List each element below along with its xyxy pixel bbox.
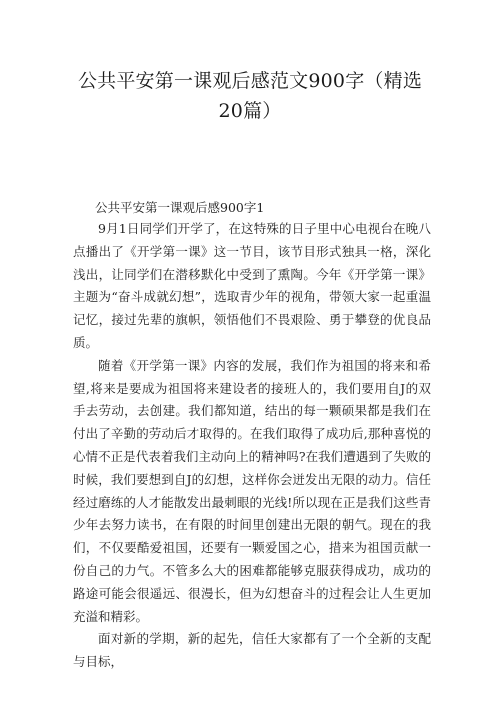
section-heading: 公共平安第一课观后感900字1 [95, 200, 265, 215]
body-paragraph: 9月1日同学们开学了，在这特殊的日子里中心电视台在晚八点播出了《开学第一课》这一节目，该节目形式独具一格，深化浅出，让同学们在潜移默化中受到了熏陶。今年《开学第一课》主题为“奋斗成就幻想”，选取青少年的视角，带领大家一起重温记忆，接过先辈的旗帜，领悟他们不畏艰险、勇于攀登的优良品质。 [73, 221, 431, 350]
body-paragraph: 面对新的学期，新的起先，信任大家都有了一个全新的支配与目标， [73, 631, 431, 670]
body-paragraph: 随着《开学第一课》内容的发展，我们作为祖国的将来和希望,将来是要成为祖国将来建设者的接班人的，我们要用自J的双手去劳动，去创建。我们都知道，结出的每一颗硕果都是我们在付出了辛勤的劳动后才取得的。在我们取得了成功后,那种喜悦的心情不正是代表着我们主动向上的精神吗?在我们遭遇到了失败的时候，我们要想到自J的幻想，这样你会迸发出无限的动力。信任经过磨练的人才能散发出最刺眼的光线!所以现在正是我们这些青少年去努力读书，在有限的时间里创建出无限的朝气。现在的我们，不仅要酷爱祖国，还要有一颗爱国之心，措来为祖国贡献一份自己的力气。不管多么大的困难都能够克服获得成功，成功的路途可能会很遥远、很漫长，但为幻想奋斗的过程会让人生更加充溢和精彩。 [73, 357, 431, 624]
document-body [73, 218, 431, 670]
document-title: 公共平安第一课观后感范文900字（精选20篇） [77, 70, 423, 122]
